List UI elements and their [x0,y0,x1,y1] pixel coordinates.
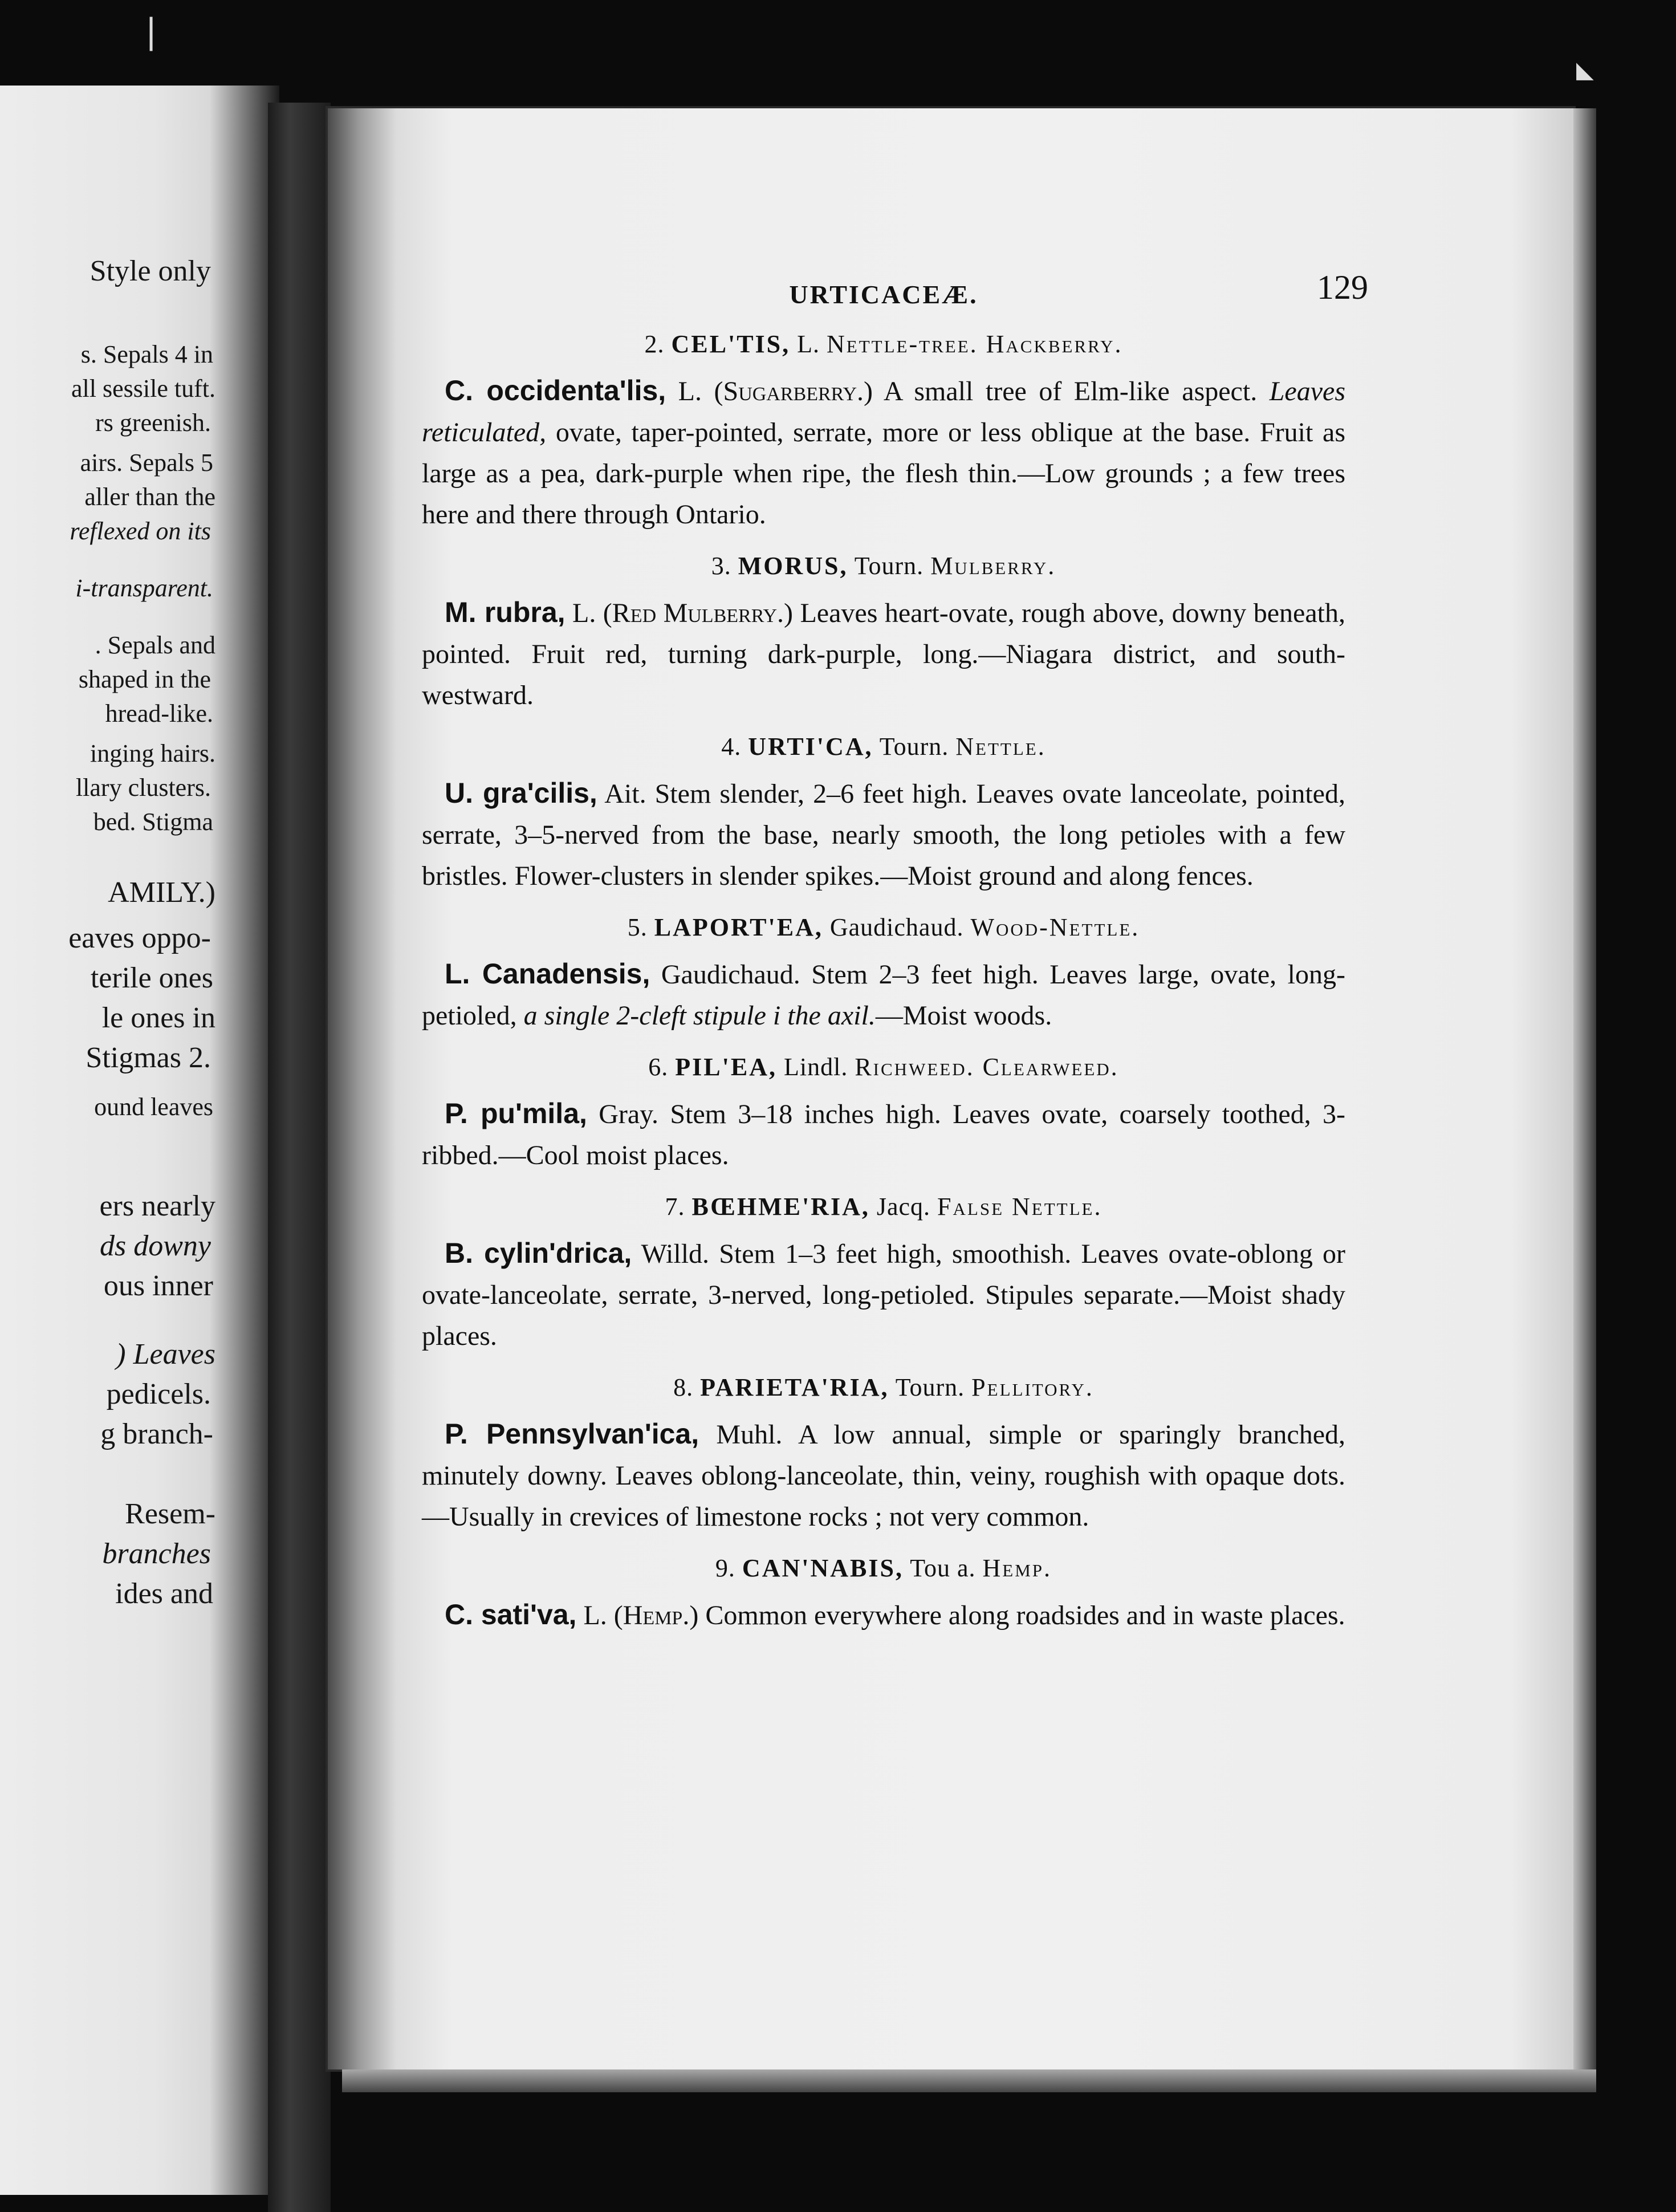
entry-text: ) Leaves heart-ovate, rough above, downy beneath, pointed. Fruit red, turning dark-purple, long.—Niagara district, and south-westward. [422,598,1345,710]
common-name: Red Mulberry. [612,598,784,628]
genus-number: 9. [715,1554,735,1582]
genus-name: BŒHME'RIA, [691,1193,870,1221]
film-mark: ❘ [137,11,166,51]
species-entry [422,592,1345,716]
species-entry [422,1093,1345,1176]
genus-heading [422,1051,1345,1083]
genus-heading [422,731,1345,762]
genus-authority: Tourn. [895,1373,965,1401]
genus-number: 5. [627,913,648,941]
entry-text: L. ( [576,1600,623,1630]
left-page-fragment: llary clusters. [75,774,211,802]
genus-number: 7. [665,1193,685,1221]
left-page-fragment: ) Leaves [116,1338,215,1371]
film-mark: ◣ [1576,57,1594,83]
species-name: P. Pennsylvan'ica, [445,1418,699,1450]
genus-name: LAPORT'EA, [654,913,823,941]
entry-text: —Moist woods. [875,1001,1052,1031]
left-page-fragment: ous inner [103,1270,213,1302]
genus-authority: Lindl. [784,1053,848,1081]
genus-name: MORUS, [738,552,848,580]
species-name: C. occidenta'lis, [445,375,666,406]
running-title: URTICACEÆ. [789,280,978,309]
genus-heading [422,1191,1345,1222]
common-name: Sugarberry. [723,376,864,406]
entry-text: ) A small tree of Elm-like aspect. [864,376,1270,406]
genus-common-name: Richweed. Clearweed. [855,1053,1119,1081]
genus-heading [422,1372,1345,1403]
left-page-fragment: ides and [115,1577,213,1610]
species-entry [422,772,1345,897]
species-entry [422,953,1345,1036]
genus-common-name: Nettle. [955,733,1046,761]
genus-name: URTI'CA, [748,733,873,761]
species-entry [422,370,1345,535]
left-page-fragment: . Sepals and [95,631,215,659]
entry-text: Ait. Stem slender, 2–6 feet high. Leaves ovate lanceolate, pointed, serrate, 3–5-nerved from the base, nearly smooth, the long petioles with a few bristles. Flower-clusters in slender spikes.—Moist ground and along fences. [422,779,1345,891]
genus-common-name: Nettle-tree. Hackberry. [827,330,1123,358]
genus-authority: Tourn. [854,552,924,580]
species-name: M. rubra, [445,596,566,628]
entry-text: Gray. Stem 3–18 inches high. Leaves ovate, coarsely toothed, 3-ribbed.—Cool moist places. [422,1099,1346,1170]
genus-heading [422,328,1345,360]
left-page-fragment: aller than the [84,483,215,511]
species-name: L. Canadensis, [445,958,650,990]
genus-authority: L. [797,330,820,358]
genus-authority: Tou a. [910,1554,976,1582]
italic-text: Leaves reticulated, [422,376,1345,448]
left-page-fragment: g branch- [100,1418,213,1450]
left-page-fragment: AMILY.) [108,876,215,909]
species-name: P. pu'mila, [445,1097,587,1129]
left-page-fragment: bed. Stigma [93,808,213,836]
entry-text: L. ( [565,598,612,628]
entry-text: L. ( [666,376,723,406]
left-page-fragment: Style only [90,255,211,287]
genus-number: 2. [644,330,665,358]
genus-number: 3. [711,552,731,580]
left-page [0,86,279,2195]
left-page-fragment: Resem- [125,1498,215,1530]
entry-text: Gaudichaud. Stem 2–3 feet high. Leaves large, ovate, long-petioled, [422,959,1345,1031]
genus-number: 6. [648,1053,669,1081]
left-page-fragment: s. Sepals 4 in [80,340,213,368]
species-name: B. cylin'drica, [445,1237,632,1269]
genus-heading [422,1552,1345,1584]
genus-common-name: False Nettle. [937,1193,1103,1221]
sections [422,328,1345,1636]
left-page-fragment: ers nearly [99,1190,215,1222]
entry-text: Willd. Stem 1–3 feet high, smoothish. Leaves ovate-oblong or ovate-lanceolate, serrate, 3-nerved, long-petioled. Stipules separate.—Moist shady places. [422,1239,1345,1351]
genus-authority: Gaudichaud. [829,913,964,941]
left-page-fragment: reflexed on its [70,517,211,545]
bottom-edge [342,2069,1596,2092]
genus-name: CEL'TIS, [671,330,791,358]
italic-text: a single 2-cleft stipule i the axil. [523,1001,876,1031]
genus-heading [422,912,1345,943]
left-page-fragment: branches [102,1538,211,1570]
genus-authority: Tourn. [879,733,949,761]
species-entry [422,1233,1345,1357]
left-page-fragment: i-transparent. [75,574,213,602]
entry-text: ) Common everywhere along roadsides and in waste places. [689,1600,1345,1630]
left-page-fragment: pedicels. [106,1378,211,1410]
page-number: 129 [1317,269,1368,306]
left-page-fragment: ds downy [100,1230,211,1262]
genus-common-name: Pellitory. [971,1373,1094,1401]
book-spine [268,103,331,2212]
left-page-fragment: Stigmas 2. [86,1042,211,1074]
left-page-fragment: rs greenish. [95,409,211,437]
genus-name: PIL'EA, [675,1053,777,1081]
page-edge [1573,108,1596,2081]
genus-common-name: Wood-Nettle. [970,913,1140,941]
species-name: C. sati'va, [445,1599,577,1630]
common-name: Hemp. [623,1600,690,1630]
left-page-fragment: hread-like. [105,700,213,727]
genus-heading [422,550,1345,582]
left-page-fragment: inging hairs. [90,739,215,767]
left-page-fragment: shaped in the [78,665,211,693]
page-content [422,268,1368,1636]
left-page-fragment: ound leaves [94,1093,213,1121]
genus-number: 8. [673,1373,694,1401]
left-page-fragment: airs. Sepals 5 [80,449,213,477]
genus-name: PARIETA'RIA, [700,1373,889,1401]
left-page-fragment: all sessile tuft. [71,375,215,402]
left-page-fragment: terile ones [90,962,213,994]
entry-text: Muhl. A low annual, simple or sparingly branched, minutely downy. Leaves oblong-lanceolate, thin, veiny, roughish with opaque dots.—Usually in crevices of limestone rocks ; not very common. [422,1420,1345,1532]
genus-number: 4. [721,733,742,761]
entry-text: ovate, taper-pointed, serrate, more or less oblique at the base. Fruit as large as a pea, dark-purple when ripe, the flesh thin.—Low grounds ; a few trees here and there through Ontario. [422,417,1345,530]
running-head [422,268,1368,314]
species-name: U. gra'cilis, [445,777,597,809]
genus-common-name: Hemp. [982,1554,1052,1582]
species-entry [422,1594,1345,1636]
left-page-fragment: le ones in [101,1002,215,1034]
genus-common-name: Mulberry. [930,552,1056,580]
genus-name: CAN'NABIS, [742,1554,904,1582]
genus-authority: Jacq. [876,1193,931,1221]
species-entry [422,1413,1345,1538]
left-page-fragment: eaves oppo- [68,922,211,954]
